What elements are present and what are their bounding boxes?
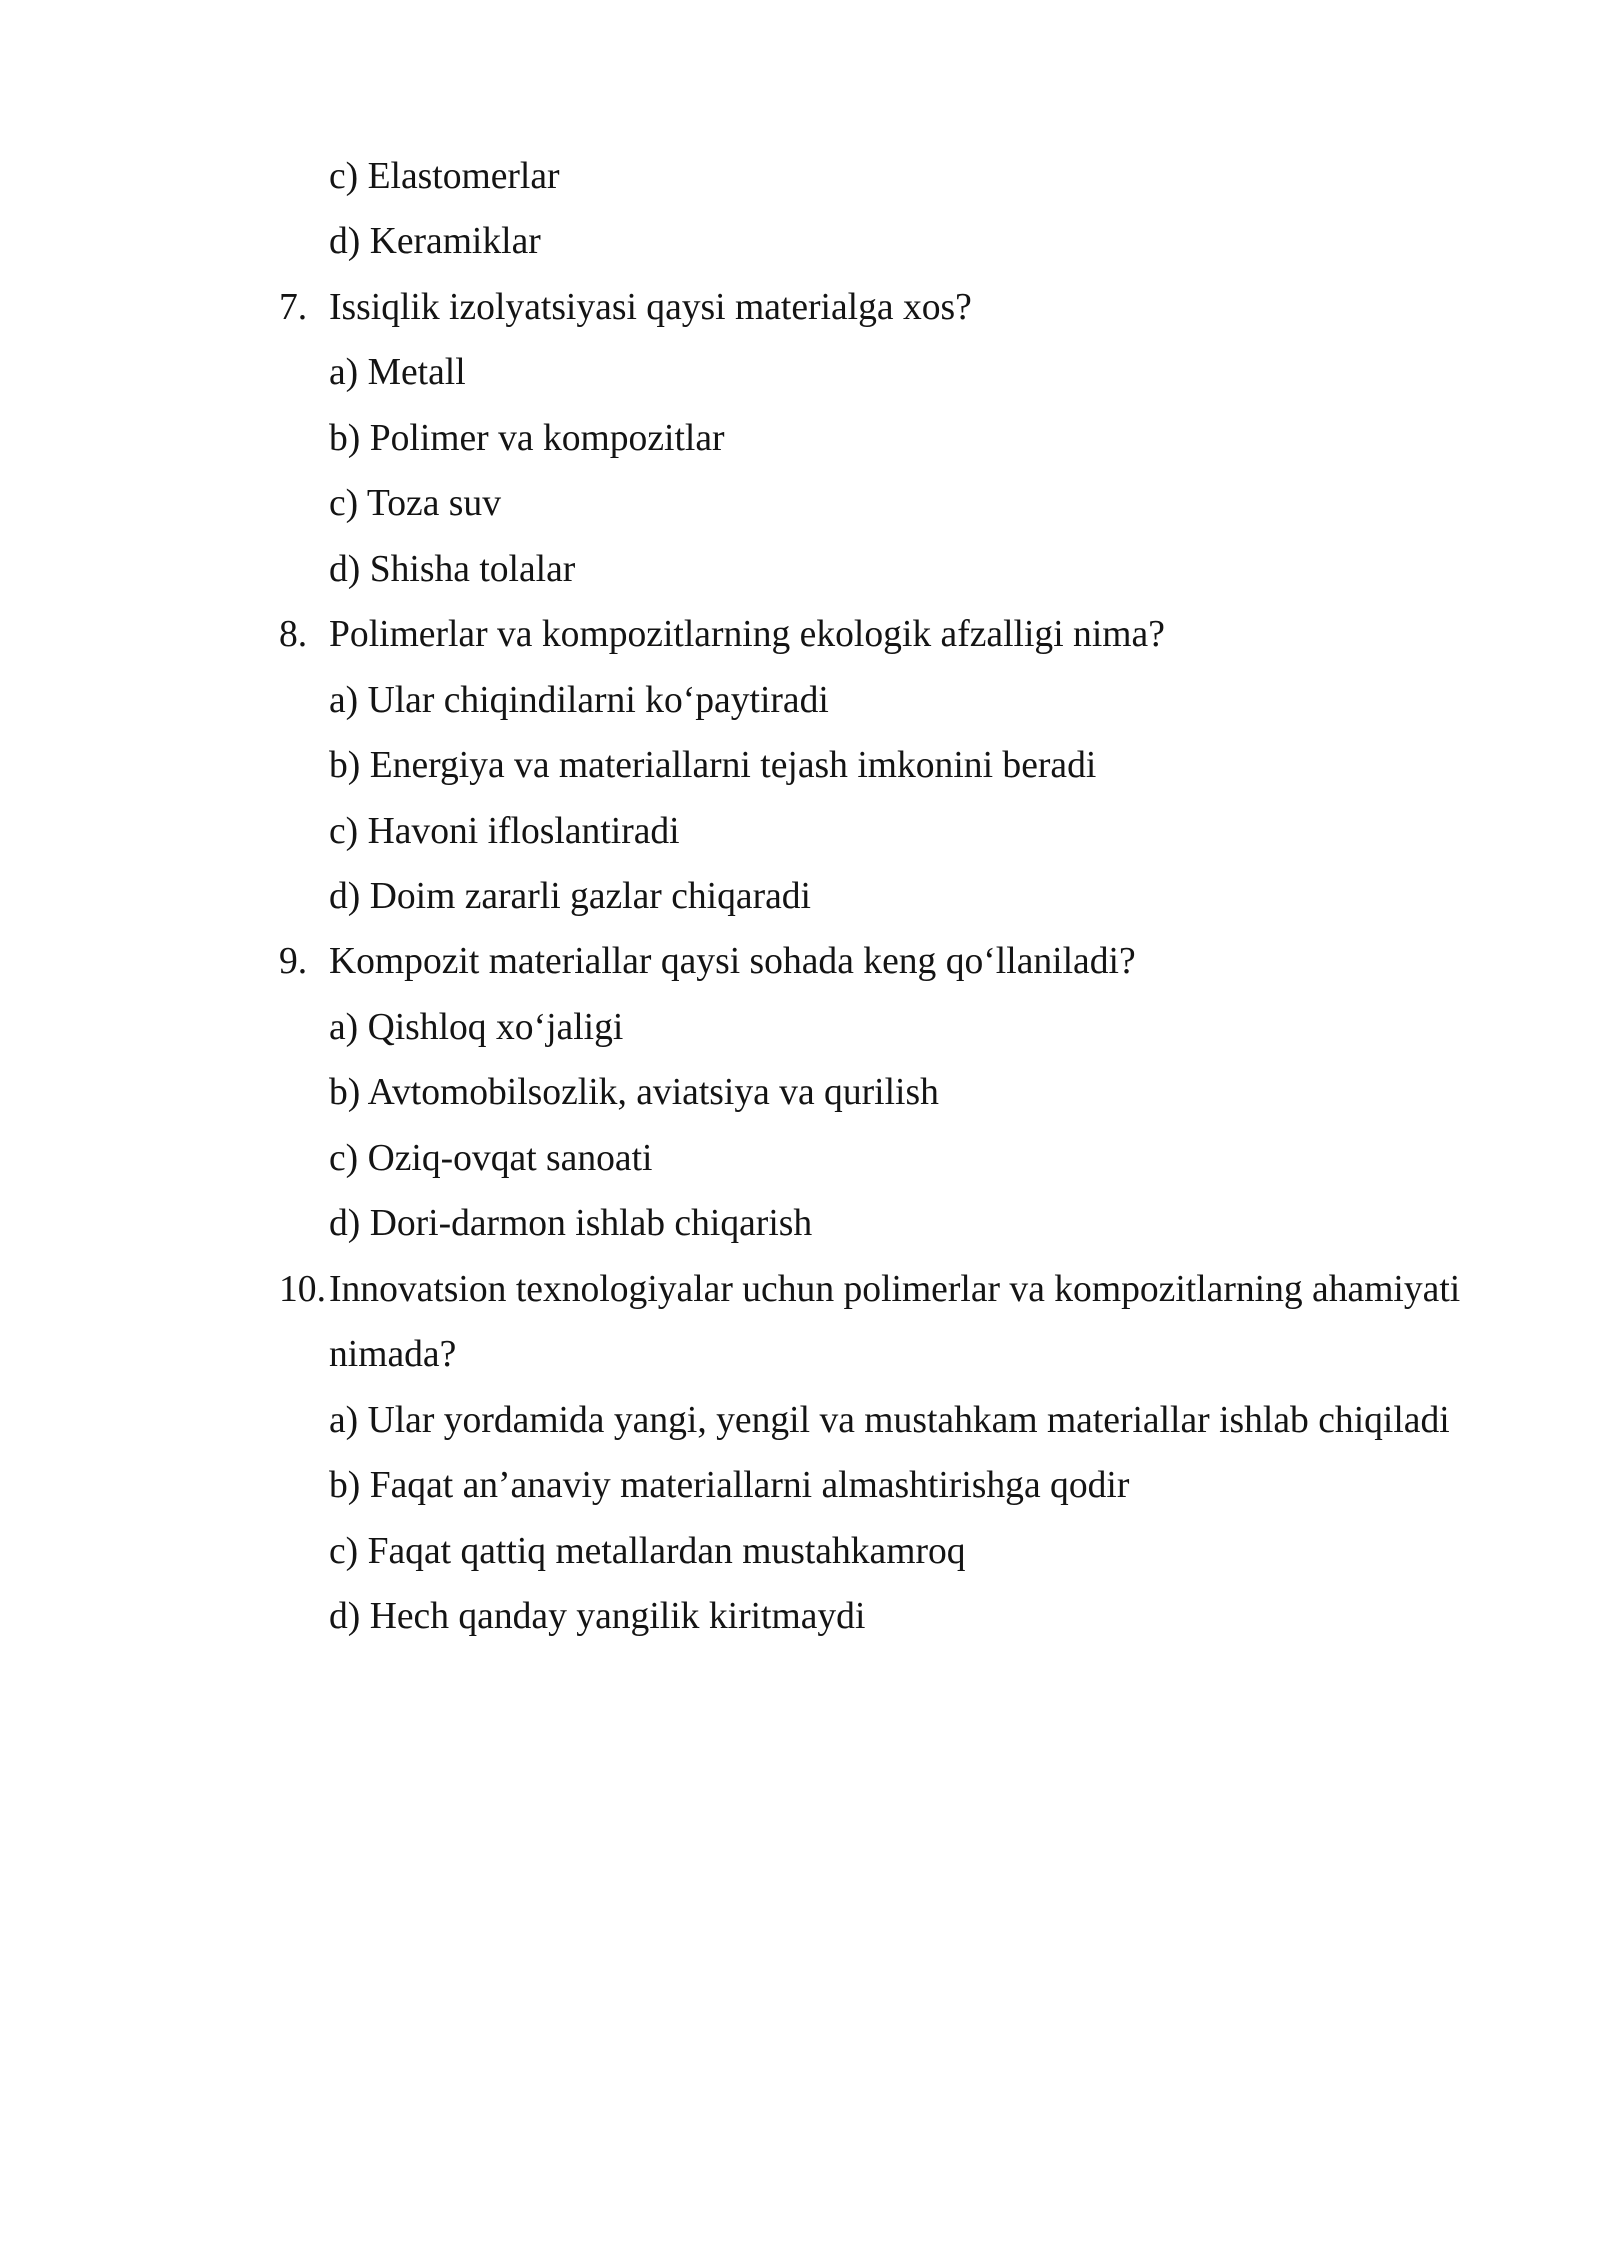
answer-option: b) Avtomobilsozlik, aviatsiya va qurilish [329,1072,939,1114]
question-number: 10. [279,1268,326,1310]
question-stem [0,1257,1509,1388]
previous-question-option: d) Keramiklar [329,221,541,263]
question-7 [0,275,1600,602]
answer-option: c) Havoni ifloslantiradi [329,810,680,852]
question-10 [0,1257,1600,1650]
question-stem [0,275,1509,340]
question-stem [0,602,1509,667]
question-text: Innovatsion texnologiyalar uchun polimerlar va kompozitlarning ahamiyati nimada? [329,1268,1461,1376]
answer-option: d) Doim zararli gazlar chiqaradi [329,875,812,917]
answer-option: d) Hech qanday yangilik kiritmaydi [329,1595,866,1637]
answer-option: a) Qishloq xo‘jaligi [329,1006,624,1048]
question-list [0,144,1600,1649]
answer-option: a) Ular yordamida yangi, yengil va mustahkam materiallar ishlab chiqiladi [329,1399,1450,1441]
answer-option: c) Faqat qattiq metallardan mustahkamroq [329,1530,966,1572]
answer-option: b) Faqat an’anaviy materiallarni almashtirishga qodir [329,1465,1130,1507]
answer-option: c) Toza suv [329,483,501,525]
answer-option: c) Oziq-ovqat sanoati [329,1137,653,1179]
answer-option: d) Shisha tolalar [329,548,576,590]
question-9 [0,929,1600,1256]
question-text: Kompozit materiallar qaysi sohada keng qo‘llaniladi? [329,941,1136,983]
answer-option: a) Metall [329,352,466,394]
previous-question-option: c) Elastomerlar [329,156,560,197]
question-number: 9. [279,941,308,983]
question-stem [0,929,1509,994]
answer-option: b) Energiya va materiallarni tejash imkonini beradi [329,745,1097,787]
question-number: 7. [279,286,308,328]
question-8 [0,602,1600,929]
question-number: 8. [279,614,308,656]
answer-option: b) Polimer va kompozitlar [329,417,725,459]
question-text: Issiqlik izolyatsiyasi qaysi materialga xos? [329,286,972,328]
answer-option: d) Dori-darmon ishlab chiqarish [329,1203,813,1245]
question-text: Polimerlar va kompozitlarning ekologik afzalligi nima? [329,614,1165,656]
answer-option: a) Ular chiqindilarni ko‘paytiradi [329,679,829,721]
